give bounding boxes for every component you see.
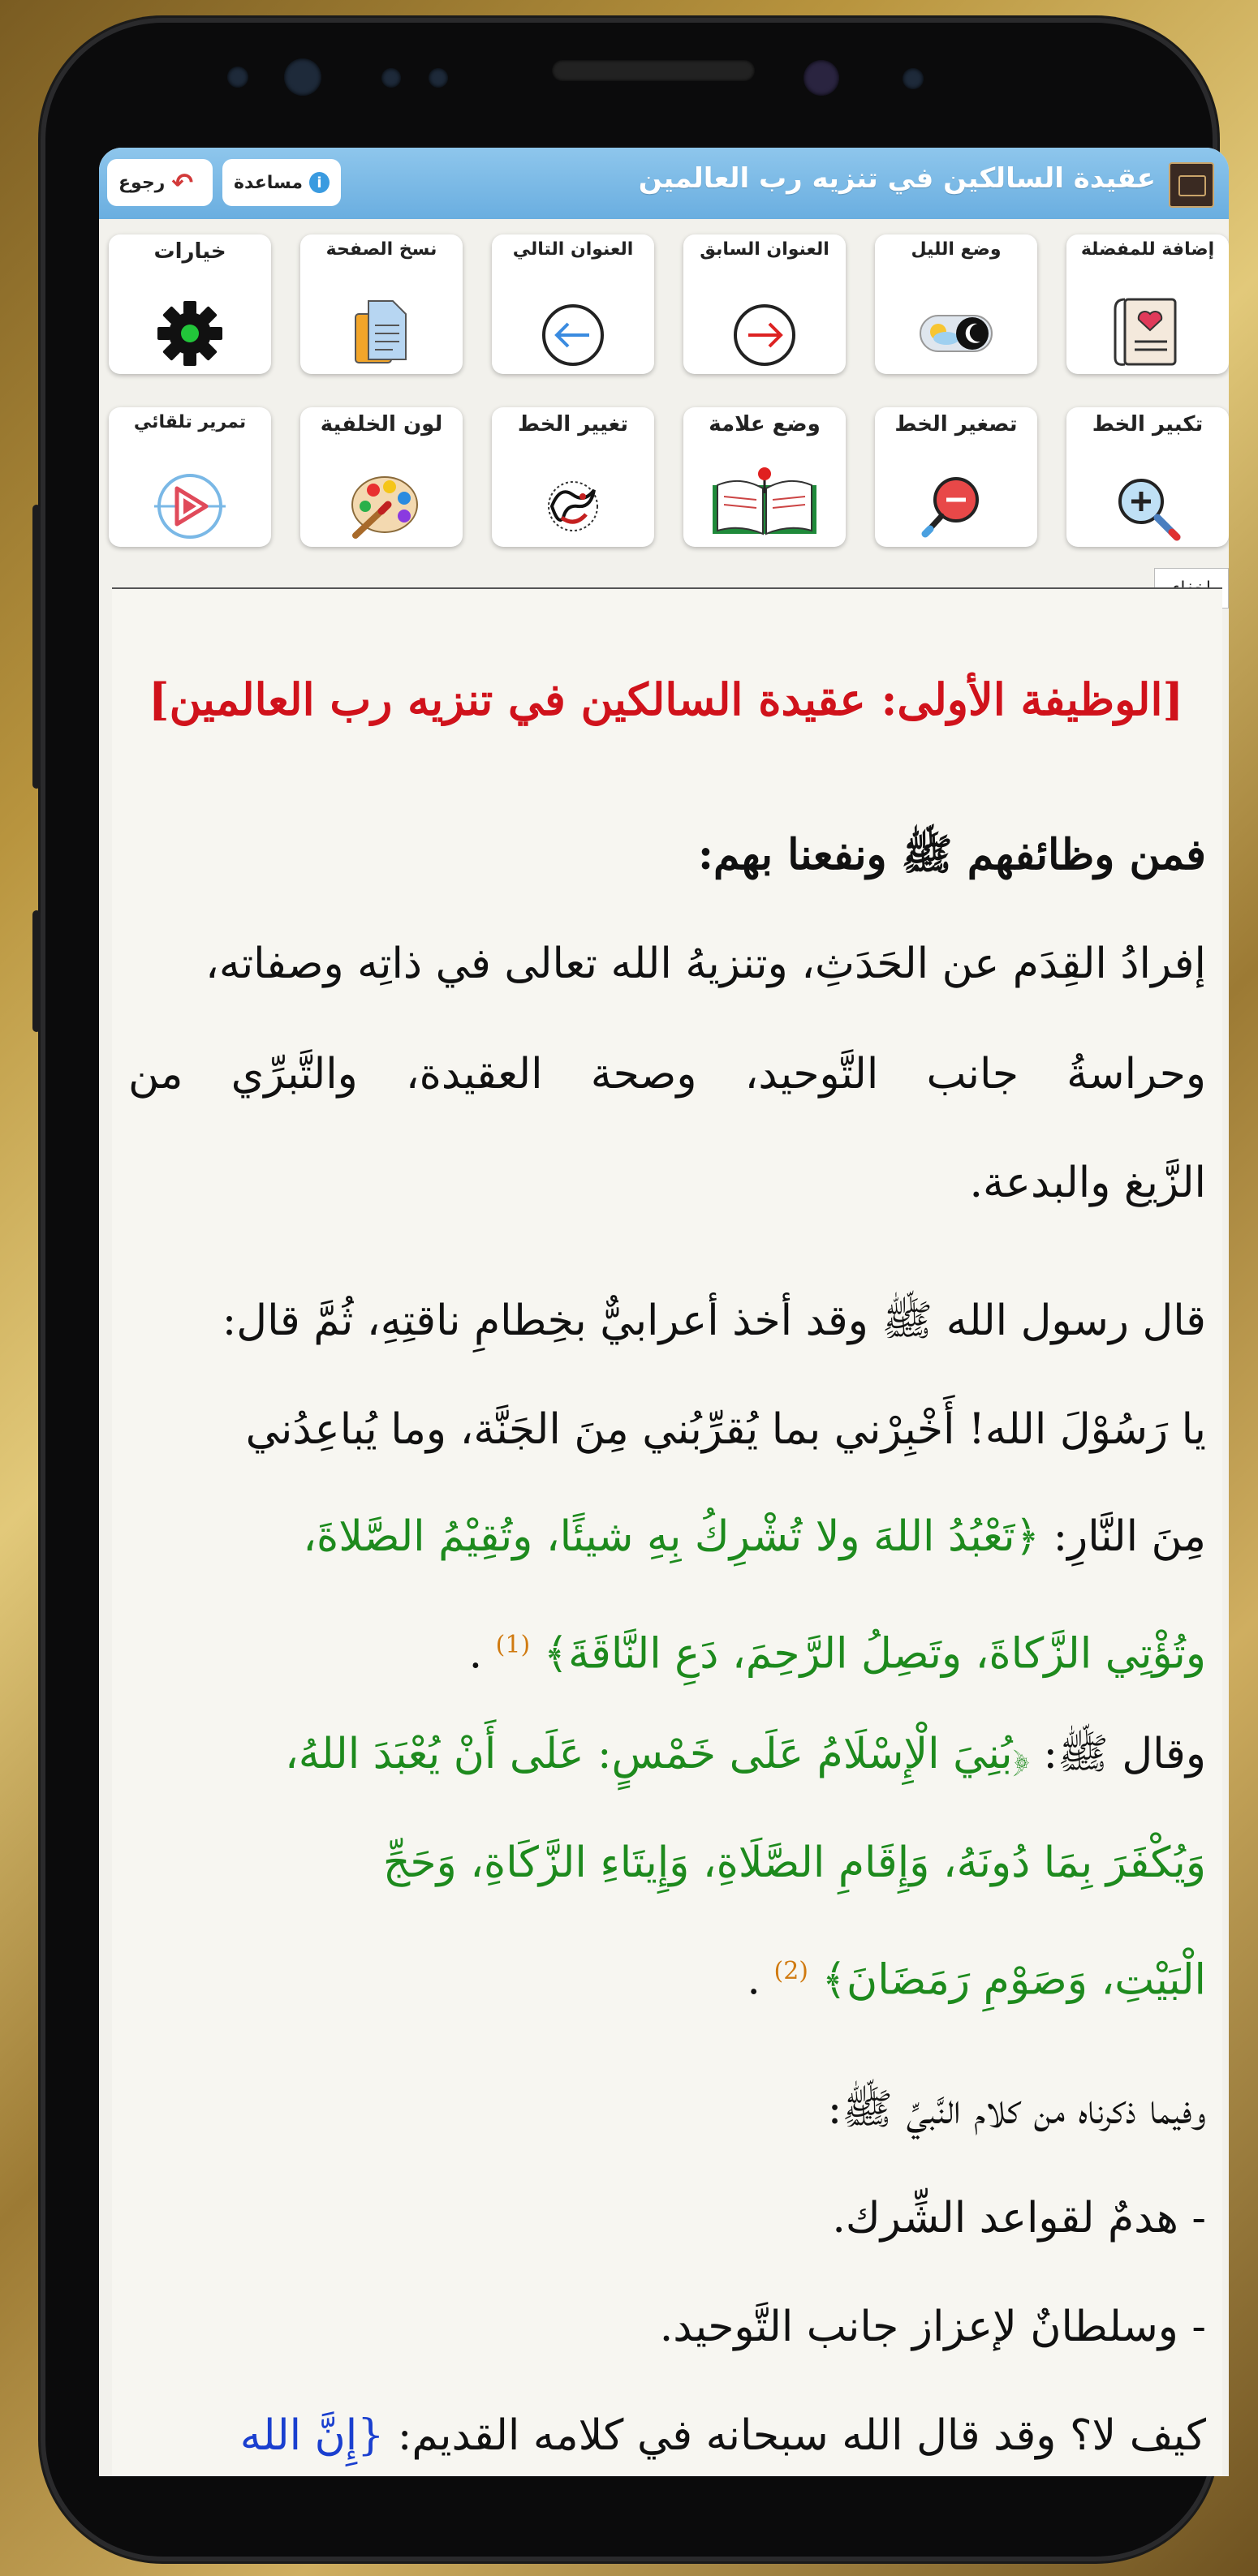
increase-font-button[interactable] xyxy=(1066,407,1229,547)
paragraph-line: وفيما ذكرناه من كلام النَّبيِّ ﷺ: xyxy=(827,2085,1206,2134)
phone-frame xyxy=(41,18,1217,2561)
bookmark-book-icon xyxy=(708,461,821,542)
palette-icon xyxy=(341,461,422,542)
calligraphy-icon xyxy=(520,461,626,542)
paragraph-line: إفرادُ القِدَم عن الحَدَثِ، وتنزيهُ الله تعالى في ذاتِه وصفاته، xyxy=(205,940,1206,988)
text-run: كيف لا؟ وقد قال الله سبحانه في كلامه القديم: xyxy=(397,2411,1206,2460)
app-logo-icon xyxy=(1169,162,1214,208)
text-run: . xyxy=(747,1955,760,2005)
app-screen xyxy=(99,148,1229,2476)
tool-label: وضع الليل xyxy=(911,239,1002,260)
next-title-button[interactable] xyxy=(492,234,654,374)
front-camera xyxy=(284,58,321,96)
hadith-quote-line: وَيُكْفَرَ بِمَا دُونَهُ، وَإِقَامِ الصَّلَاةِ، وَإِيتَاءِ الزَّكَاةِ، وَحَجِّ xyxy=(382,1838,1206,1887)
back-button[interactable] xyxy=(107,159,213,206)
back-arrow-icon: ↶ xyxy=(171,167,194,198)
quran-quote: {إِنَّ الله xyxy=(239,2411,385,2460)
title-bar xyxy=(99,148,1229,219)
hadith-quote: ﴿بُنِيَ الْإِسْلَامُ عَلَى خَمْسٍ: عَلَى أَنْ يُعْبَدَ اللهُ، xyxy=(284,1730,1030,1778)
arrow-left-circle-icon xyxy=(532,288,614,369)
paragraph-line: يا رَسُوْلَ الله! أَخْبِرْني بما يُقرِّبُني مِنَ الجَنَّة، وما يُباعِدُني xyxy=(245,1405,1206,1454)
help-button[interactable] xyxy=(222,159,341,206)
hadith-quote: وتُؤْتِي الزَّكاةَ، وتَصِلُ الرَّحِمَ، دَعِ النَّاقَةَ﴾ xyxy=(543,1629,1206,1679)
app-title: عقيدة السالكين في تنزيه رب العالمين xyxy=(638,162,1156,195)
paragraph-line xyxy=(128,2403,1206,2468)
volume-button xyxy=(32,505,41,789)
tool-label: تكبير الخط xyxy=(1092,412,1204,437)
info-icon: i xyxy=(309,172,330,193)
paragraph-line xyxy=(128,1722,1206,1787)
paragraph-line: قال رسول الله ﷺ وقد أخذ أعرابيٌّ بخِطامِ ناقتِهِ، ثُمَّ قال: xyxy=(222,1297,1206,1345)
gear-icon xyxy=(149,288,230,369)
paragraph-line: فمن وظائفهم ﷺ ونفعنا بهم: xyxy=(697,830,1206,879)
paragraph-line xyxy=(128,1504,1206,1569)
sensor-dot xyxy=(429,68,448,88)
tool-label: العنوان السابق xyxy=(700,239,829,260)
previous-title-button[interactable] xyxy=(683,234,846,374)
decrease-font-button[interactable] xyxy=(875,407,1037,547)
night-mode-button[interactable] xyxy=(875,234,1037,374)
tool-label: إضافة للمفضلة xyxy=(1080,239,1215,260)
tool-label: خيارات xyxy=(153,239,226,264)
copy-page-button[interactable] xyxy=(300,234,463,374)
tool-label: وضع علامة xyxy=(709,412,821,437)
autoscroll-play-icon xyxy=(149,461,230,542)
auto-scroll-button[interactable] xyxy=(109,407,271,547)
zoom-out-icon xyxy=(915,461,997,542)
text-run: وقال ﷺ: xyxy=(1043,1730,1206,1778)
tool-label: نسخ الصفحة xyxy=(325,239,437,260)
paragraph-line: وحراسةُ جانب التَّوحيد، وصحة العقيدة، والتَّبرِّي من xyxy=(128,1050,1206,1099)
paragraph-line: الزَّيغ والبدعة. xyxy=(969,1159,1206,1207)
tool-label: تمرير تلقائي xyxy=(133,412,247,432)
footnote-ref[interactable]: (1) xyxy=(495,1631,531,1659)
text-run: . xyxy=(468,1629,483,1679)
night-mode-icon xyxy=(915,288,997,369)
change-font-button[interactable] xyxy=(492,407,654,547)
zoom-in-icon xyxy=(1107,461,1188,542)
tool-label: لون الخلفية xyxy=(320,412,443,437)
paragraph-line: - هدمٌ لقواعد الشِّرك. xyxy=(832,2194,1206,2243)
tool-label: العنوان التالي xyxy=(512,239,634,260)
section-heading: [الوظيفة الأولى: عقيدة السالكين في تنزيه رب العالمين] xyxy=(149,673,1183,725)
iris-scanner xyxy=(803,60,839,96)
help-label: مساعدة xyxy=(234,172,303,193)
arrow-right-circle-icon xyxy=(724,288,805,369)
tool-label: تصغير الخط xyxy=(894,412,1018,437)
tool-label: تغيير الخط xyxy=(517,412,629,437)
paragraph-line xyxy=(128,1613,1206,1686)
copy-document-icon xyxy=(341,288,422,369)
side-button xyxy=(32,910,41,1032)
sensor-dot xyxy=(381,68,401,88)
hadith-quote: الْبَيْتِ، وَصَوْمِ رَمَضَانَ﴾ xyxy=(821,1955,1206,2005)
paragraph-line xyxy=(128,1939,1206,2012)
paragraph-line: - وسلطانٌ لإعزاز جانب التَّوحيد. xyxy=(659,2303,1206,2351)
sensor-dot xyxy=(227,67,248,88)
background-color-button[interactable] xyxy=(300,407,463,547)
text-run: مِنَ النَّارِ: xyxy=(1053,1512,1206,1561)
hadith-quote: ﴿تَعْبُدُ اللهَ ولا تُشْرِكُ بِهِ شيئًا، وتُقِيْمُ الصَّلاةَ، xyxy=(303,1512,1040,1561)
options-button[interactable] xyxy=(109,234,271,374)
back-label: رجوع xyxy=(118,172,166,193)
add-favorite-button[interactable] xyxy=(1066,234,1229,374)
footnote-ref[interactable]: (2) xyxy=(773,1957,808,1985)
earpiece-speaker xyxy=(552,60,755,81)
favorite-book-icon xyxy=(1107,288,1188,369)
sensor-dot xyxy=(903,68,924,89)
add-bookmark-button[interactable] xyxy=(683,407,846,547)
reading-pane xyxy=(112,587,1222,2476)
